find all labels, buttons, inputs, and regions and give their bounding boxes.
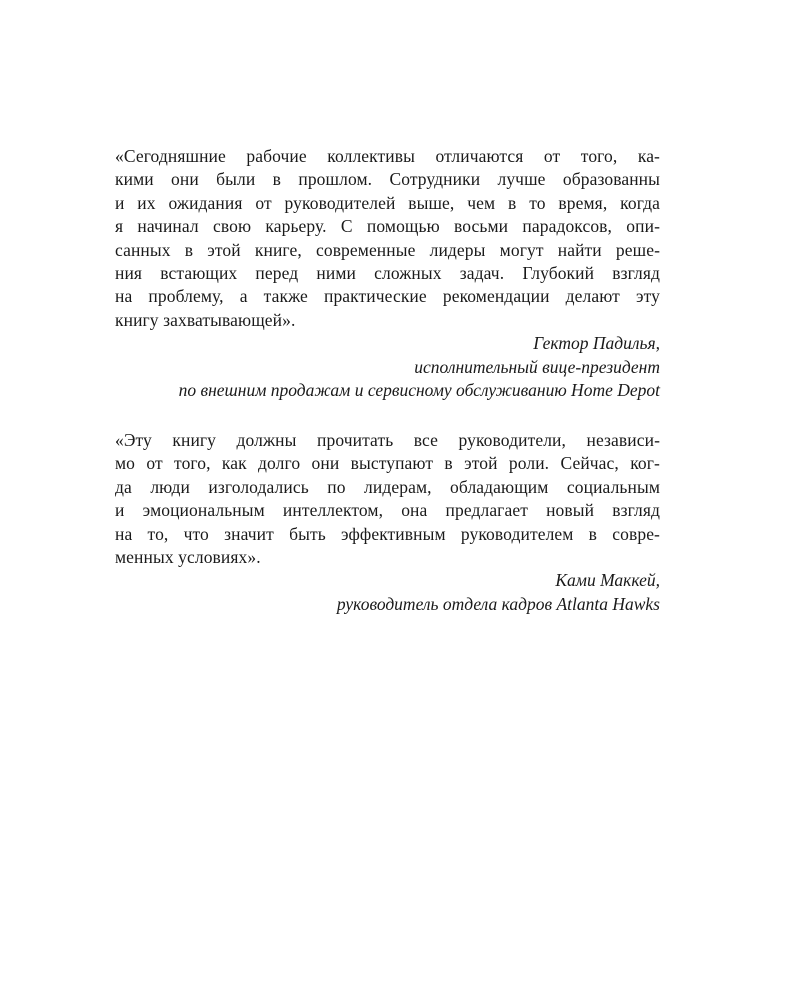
testimonial-quote (115, 145, 660, 332)
quote-line: кими они были в прошлом. Сотрудники лучше образованны (115, 169, 660, 190)
quote-line: на проблему, а также практические рекомендации делают эту (115, 286, 660, 307)
quote-line: да люди изголодались по лидерам, обладающим социальным (115, 476, 660, 497)
quote-line: менных условиях». (115, 546, 261, 567)
quote-line: санных в этой книге, современные лидеры могут найти реше- (115, 239, 660, 260)
testimonial-attribution (115, 569, 660, 616)
testimonial-mckay (115, 429, 660, 616)
quote-line: «Эту книгу должны прочитать все руководители, независи- (115, 430, 660, 450)
quote-line: «Сегодняшние рабочие коллективы отличаются от того, ка- (115, 146, 660, 166)
quote-line: я начинал свою карьеру. С помощью восьми парадоксов, опи- (115, 216, 660, 237)
attribution-title: руководитель отдела кадров Atlanta Hawks (336, 593, 660, 614)
attribution-title: исполнительный вице-президент (414, 356, 660, 377)
attribution-name: Ками Маккей, (555, 570, 660, 591)
attribution-name: Гектор Падилья, (533, 333, 660, 354)
testimonial-quote (115, 429, 660, 569)
quote-line: и их ожидания от руководителей выше, чем в то время, когда (115, 192, 660, 213)
quote-line: мо от того, как долго они выступают в этой роли. Сейчас, ког- (115, 453, 660, 474)
quote-line: ния встающих перед ними сложных задач. Глубокий взгляд (115, 262, 660, 283)
testimonial-padilla (115, 145, 660, 402)
quote-line: на то, что значит быть эффективным руководителем в совре- (115, 523, 660, 544)
quote-line: книгу захватывающей». (115, 309, 296, 330)
attribution-title: по внешним продажам и сервисному обслуживанию Home Depot (178, 379, 660, 400)
quote-line: и эмоциональным интеллектом, она предлагает новый взгляд (115, 500, 660, 521)
testimonial-attribution (115, 332, 660, 402)
